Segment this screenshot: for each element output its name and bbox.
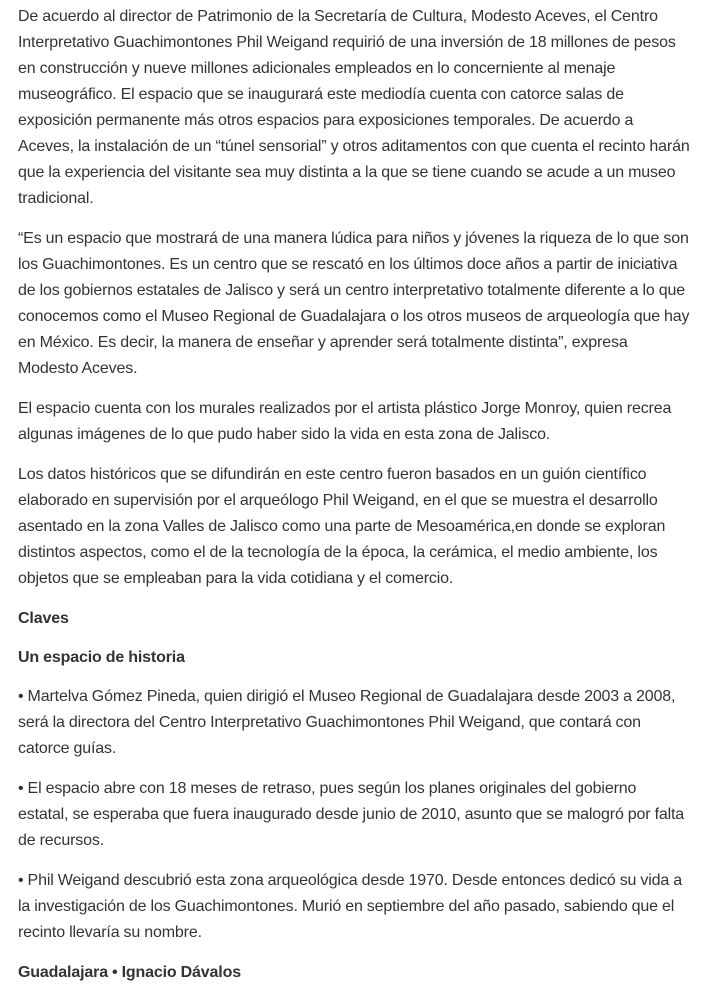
byline: Guadalajara • Ignacio Dávalos <box>18 964 241 981</box>
heading-section: Un espacio de historia <box>18 649 185 666</box>
bullet-item: • Martelva Gómez Pineda, quien dirigió el Museo Regional de Guadalajara desde 2003 a 2008, será la directora del Centro Interpretativo Guachimontones Phil Weigand, que contará con catorce guías. <box>18 688 676 757</box>
heading-claves: Claves <box>18 610 69 627</box>
paragraph-quote: “Es un espacio que mostrará de una manera lúdica para niños y jóvenes la riqueza de lo que son los Guachimontones. Es un centro que se rescató en los últimos doce años a partir de iniciativa de los gobiernos estatales de Jalisco y será un centro interpretativo totalmente diferente a lo que conocemos como el Museo Regional de Guadalajara o los otros museos de arqueología que hay en México. Es decir, la manera de enseñar y aprender será totalmente distinta”, expresa Modesto Aceves. <box>18 230 690 377</box>
bullet-item: • Phil Weigand descubrió esta zona arqueológica desde 1970. Desde entonces dedicó su vida a la investigación de los Guachimontones. Murió en septiembre del año pasado, sabiendo que el recinto llevaría su nombre. <box>18 872 682 941</box>
paragraph-historical-data: Los datos históricos que se difundirán en este centro fueron basados en un guión científico elaborado en supervisión por el arqueólogo Phil Weigand, en el que se muestra el desarrollo asentado en la zona Valles de Jalisco como una parte de Mesoamérica,en donde se exploran distintos aspectos, como el de la tecnología de la época, la cerámica, el medio ambiente, los objetos que se empleaban para la vida cotidiana y el comercio. <box>18 466 666 587</box>
paragraph-funding: De acuerdo al director de Patrimonio de la Secretaría de Cultura, Modesto Aceves, el Centro Interpretativo Guachimontones Phil Weigand requirió de una inversión de 18 millones de pesos en construcción y nueve millones adicionales empleados en lo concerniente al menaje museográfico. El espacio que se inaugurará este mediodía cuenta con catorce salas de exposición permanente más otros espacios para exposiciones temporales. De acuerdo a Aceves, la instalación de un “túnel sensorial” y otros aditamentos con que cuenta el recinto harán que la experiencia del visitante sea muy distinta a la que se tiene cuando se acude a un museo tradicional. <box>18 8 690 207</box>
bullet-item: • El espacio abre con 18 meses de retraso, pues según los planes originales del gobierno estatal, se esperaba que fuera inaugurado desde junio de 2010, asunto que se malogró por falta de recursos. <box>18 780 685 849</box>
paragraph-murals: El espacio cuenta con los murales realizados por el artista plástico Jorge Monroy, quien recrea algunas imágenes de lo que pudo haber sido la vida en esta zona de Jalisco. <box>18 400 672 443</box>
